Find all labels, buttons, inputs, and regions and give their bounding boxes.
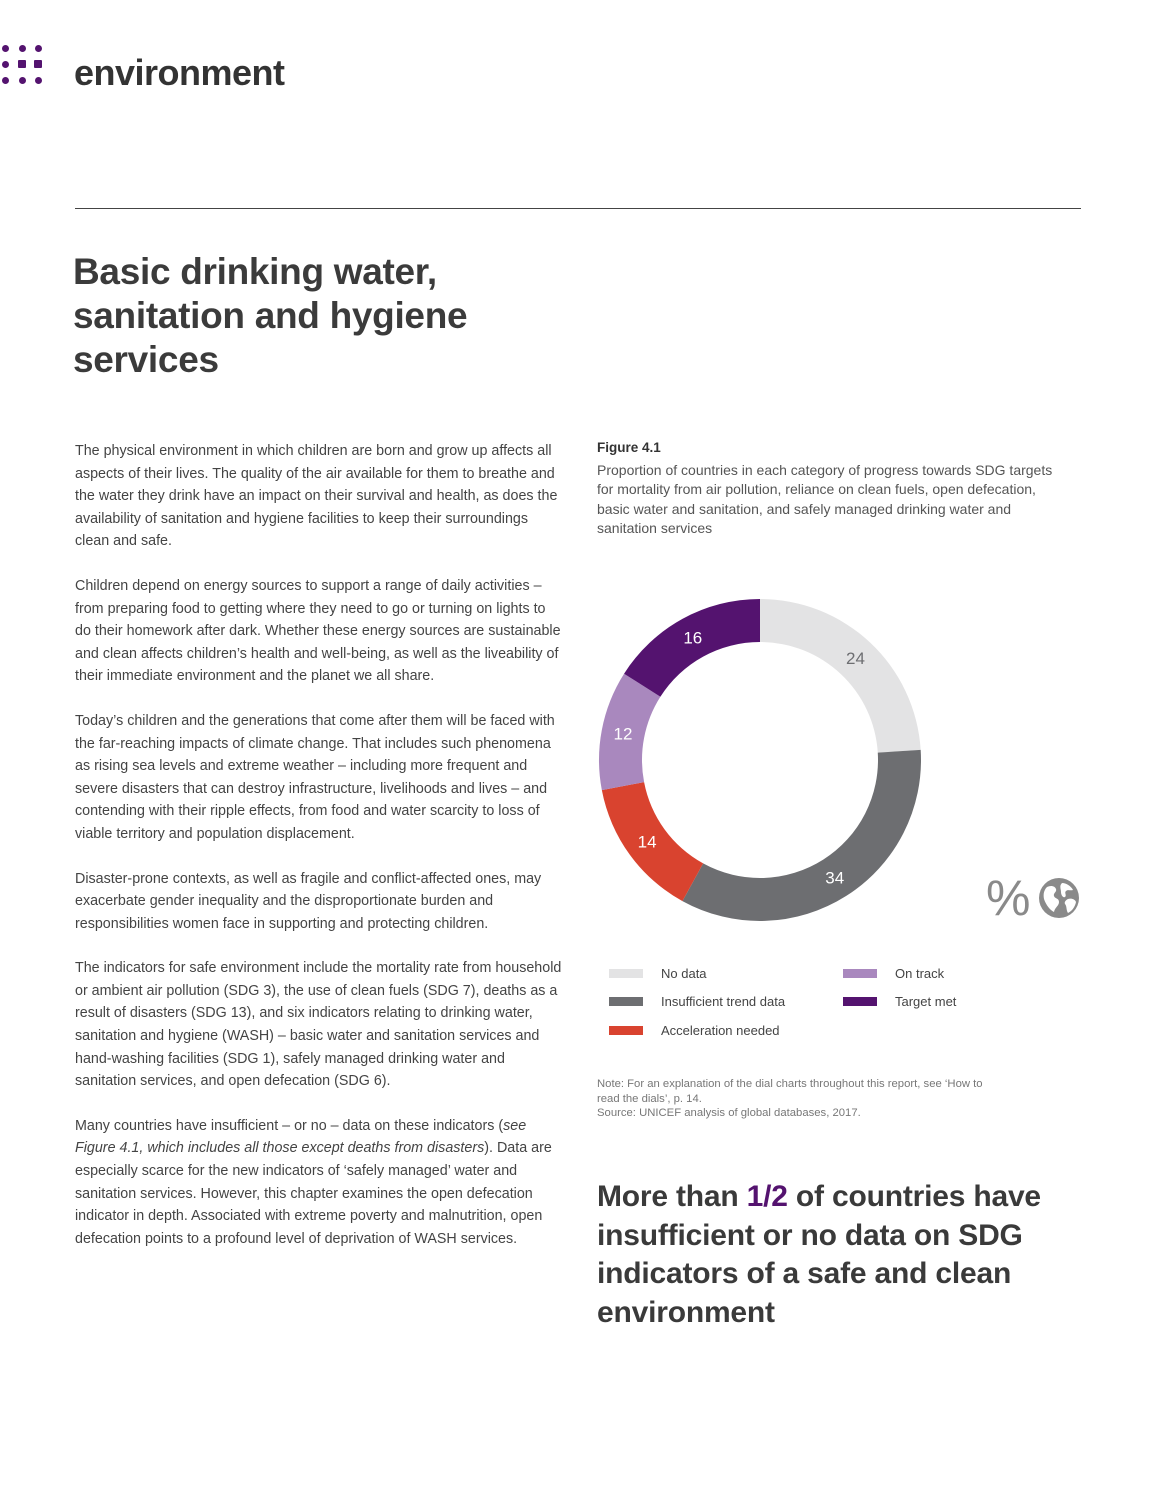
figure-note: Note: For an explanation of the dial charts throughout this report, see ‘How to read the dials’, p. 14. xyxy=(597,1078,983,1105)
section-dots-icon xyxy=(0,44,44,88)
body-text xyxy=(75,440,565,1272)
unit-indicator xyxy=(986,870,1080,926)
figure-notes xyxy=(597,1077,987,1121)
callout-heading xyxy=(597,1178,1077,1332)
globe-icon xyxy=(1038,877,1080,919)
donut-slice xyxy=(682,750,921,921)
paragraph: Children depend on energy sources to support a range of daily activities – from preparing food to getting where they need to go or turning on lights to do their homework after dark. Whether these energy sources are sustainable and clean affects children’s health and well-being, as well as the liveability of their immediate environment and the planet we all share. xyxy=(75,577,561,685)
legend-label: Acceleration needed xyxy=(661,1023,780,1038)
paragraph: Disaster-prone contexts, as well as fragile and conflict-affected ones, may exacerbate gender inequality and the disproportionate burden and responsibilities women face in supporting and protecting children. xyxy=(75,870,542,932)
paragraph: The physical environment in which children are born and grow up affects all aspects of their lives. The quality of the air available for them to breathe and the water they drink have an impact on their survival and health, as does the availability of sanitation and hygiene facilities to keep their surroundings clean and safe. xyxy=(75,443,558,550)
divider xyxy=(75,208,1081,209)
slice-value-label: 16 xyxy=(683,628,703,648)
legend-item xyxy=(843,966,944,981)
page-title: Basic drinking water, sanitation and hygiene services xyxy=(73,251,468,380)
paragraph-text: Many countries have insufficient – or no – data on these indicators ( xyxy=(75,1117,504,1134)
callout-text: of countries have insufficient or no data on SDG indicators of a safe and clean environment xyxy=(597,1180,1041,1329)
legend-swatch xyxy=(843,997,877,1006)
legend-item xyxy=(609,1023,780,1038)
figure-source: Source: UNICEF analysis of global databases, 2017. xyxy=(597,1107,861,1119)
donut-slice xyxy=(624,599,760,697)
legend-item xyxy=(609,994,785,1009)
legend-label: Insufficient trend data xyxy=(661,994,786,1009)
legend-item xyxy=(843,994,956,1009)
slice-value-label: 12 xyxy=(613,724,633,744)
paragraph-text: ). Data are especially scarce for the new indicators of ‘safely managed’ water and sanitation services. However, this chapter examines the open defecation indicator in depth. Associated with extreme poverty and malnutrition, open defecation points to a profound level of deprivation of WASH services. xyxy=(75,1140,552,1247)
legend-item xyxy=(609,966,707,981)
donut-slice xyxy=(760,599,921,753)
legend-label: Target met xyxy=(895,994,957,1009)
donut-chart xyxy=(590,590,930,930)
figure-label: Figure 4.1 xyxy=(597,440,661,455)
paragraph: Today’s children and the generations that come after them will be faced with the far-reaching impacts of climate change. That includes such phenomena as rising sea levels and extreme weather – including more frequent and severe disasters that can destroy infrastructure, livelihoods and lives – and contending with their ripple effects, from food and water scarcity to loss of viable territory and population displacement. xyxy=(75,712,555,842)
slice-value-label: 14 xyxy=(637,832,657,852)
legend-label: No data xyxy=(661,966,707,981)
legend-swatch xyxy=(609,997,643,1006)
paragraph: The indicators for safe environment include the mortality rate from household or ambient air pollution (SDG 3), the use of clean fuels (SDG 7), deaths as a result of disasters (SDG 13), and six indicators relating to drinking water, sanitation and hygiene (WASH) – basic water and sanitation services and hand-washing facilities (SDG 1), safely managed drinking water and sanitation services, and open defecation (SDG 6). xyxy=(75,960,562,1090)
section-title: environment xyxy=(74,52,285,93)
figure-reference: see Figure 4.1, which includes all those except deaths from disasters xyxy=(75,1117,527,1157)
legend-swatch xyxy=(609,1026,643,1035)
slice-value-label: 24 xyxy=(846,648,865,668)
legend-swatch xyxy=(609,969,643,978)
paragraph xyxy=(75,1115,565,1251)
callout-text: More than xyxy=(597,1180,747,1213)
legend-swatch xyxy=(843,969,877,978)
percent-symbol: % xyxy=(986,870,1031,926)
figure-caption: Proportion of countries in each category of progress towards SDG targets for mortality from air pollution, reliance on clean fuels, open defecation, basic water and sanitation, and safely managed drinking water and sanitation services xyxy=(597,462,1053,537)
callout-highlight: 1/2 xyxy=(746,1180,788,1213)
slice-value-label: 34 xyxy=(825,868,845,888)
legend-label: On track xyxy=(895,966,945,981)
